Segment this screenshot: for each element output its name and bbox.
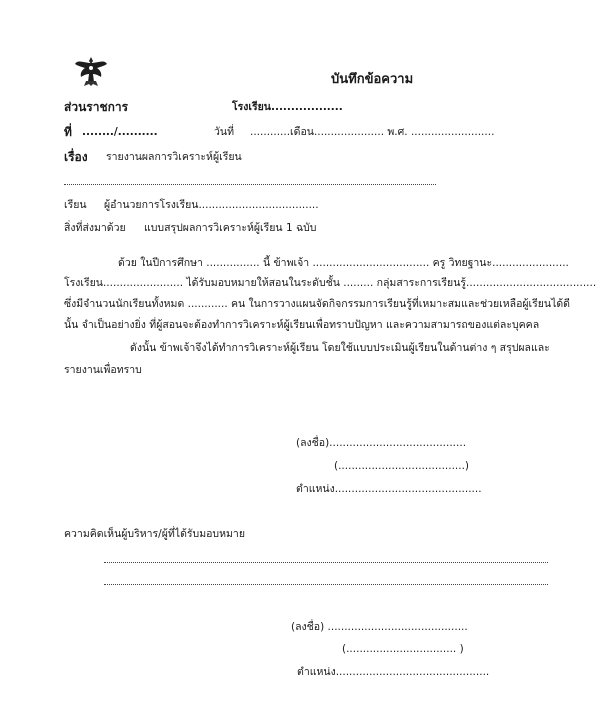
garuda-emblem-icon bbox=[74, 55, 108, 87]
to-value: ผู้อำนวยการโรงเรียน.................................... bbox=[104, 199, 319, 211]
opinion-line bbox=[104, 584, 548, 585]
body-line: ด้วย ในปีการศึกษา ................ นี้ ข้าพเจ้า ................................... ครู วิทยฐานะ....................... bbox=[118, 257, 569, 269]
separator-line bbox=[64, 184, 436, 185]
subject-label: เรื่อง bbox=[64, 150, 88, 164]
agency-value: โรงเรียน.................. bbox=[232, 101, 343, 113]
body-line: ดังนั้น ข้าพเจ้าจึงได้ทำการวิเคราะห์ผู้เรียน โดยใช้แบบประเมินผู้เรียนในด้านต่าง ๆ สรุปผลและ bbox=[130, 342, 550, 354]
attachment-label: สิ่งที่ส่งมาด้วย bbox=[64, 222, 126, 234]
ref-label: ที่ bbox=[64, 125, 72, 139]
signature2-sign: (ลงชื่อ) .......................................... bbox=[291, 621, 468, 633]
ref-value: ......../.......... bbox=[82, 126, 158, 138]
opinion-label: ความคิดเห็นผู้บริหาร/ผู้ที่ได้รับมอบหมาย bbox=[64, 528, 245, 540]
opinion-line bbox=[104, 562, 548, 563]
memo-title: บันทึกข้อความ bbox=[331, 72, 414, 87]
signature1-name: (......................................) bbox=[334, 460, 470, 472]
body-line: รายงานเพื่อทราบ bbox=[64, 364, 142, 376]
signature2-position: ตำแหน่ง.............................................. bbox=[297, 666, 490, 678]
date-value: ............เดือน..................... พ.ศ. ......................... bbox=[250, 126, 495, 138]
body-line: นั้น จำเป็นอย่างยิ่ง ที่ผู้สอนจะต้องทำการวิเคราะห์ผู้เรียนเพื่อทราบปัญหา และความสามารถของแต่ละบุคคล bbox=[64, 319, 540, 331]
body-line: ซึ่งมีจำนวนนักเรียนทั้งหมด ............ คน ในการวางแผนจัดกิจกรรมการเรียนรู้ที่เหมาะสมและช่วยเหลือผู้เรียนได้ดี bbox=[64, 298, 571, 310]
subject-value: รายงานผลการวิเคราะห์ผู้เรียน bbox=[106, 151, 242, 163]
attachment-value: แบบสรุปผลการวิเคราะห์ผู้เรียน 1 ฉบับ bbox=[144, 222, 317, 234]
agency-label: ส่วนราชการ bbox=[64, 100, 129, 114]
to-label: เรียน bbox=[64, 199, 87, 211]
signature2-name: (................................. ) bbox=[342, 643, 464, 655]
signature1-position: ตำแหน่ง............................................ bbox=[296, 483, 482, 495]
body-line: โรงเรียน........................ ได้รับมอบหมายให้สอนในระดับชั้น ......... กลุ่มสาระการเรียนรู้....................................... bbox=[64, 277, 597, 289]
signature1-sign: (ลงชื่อ)......................................... bbox=[296, 437, 467, 449]
date-label: วันที่ bbox=[214, 126, 234, 138]
